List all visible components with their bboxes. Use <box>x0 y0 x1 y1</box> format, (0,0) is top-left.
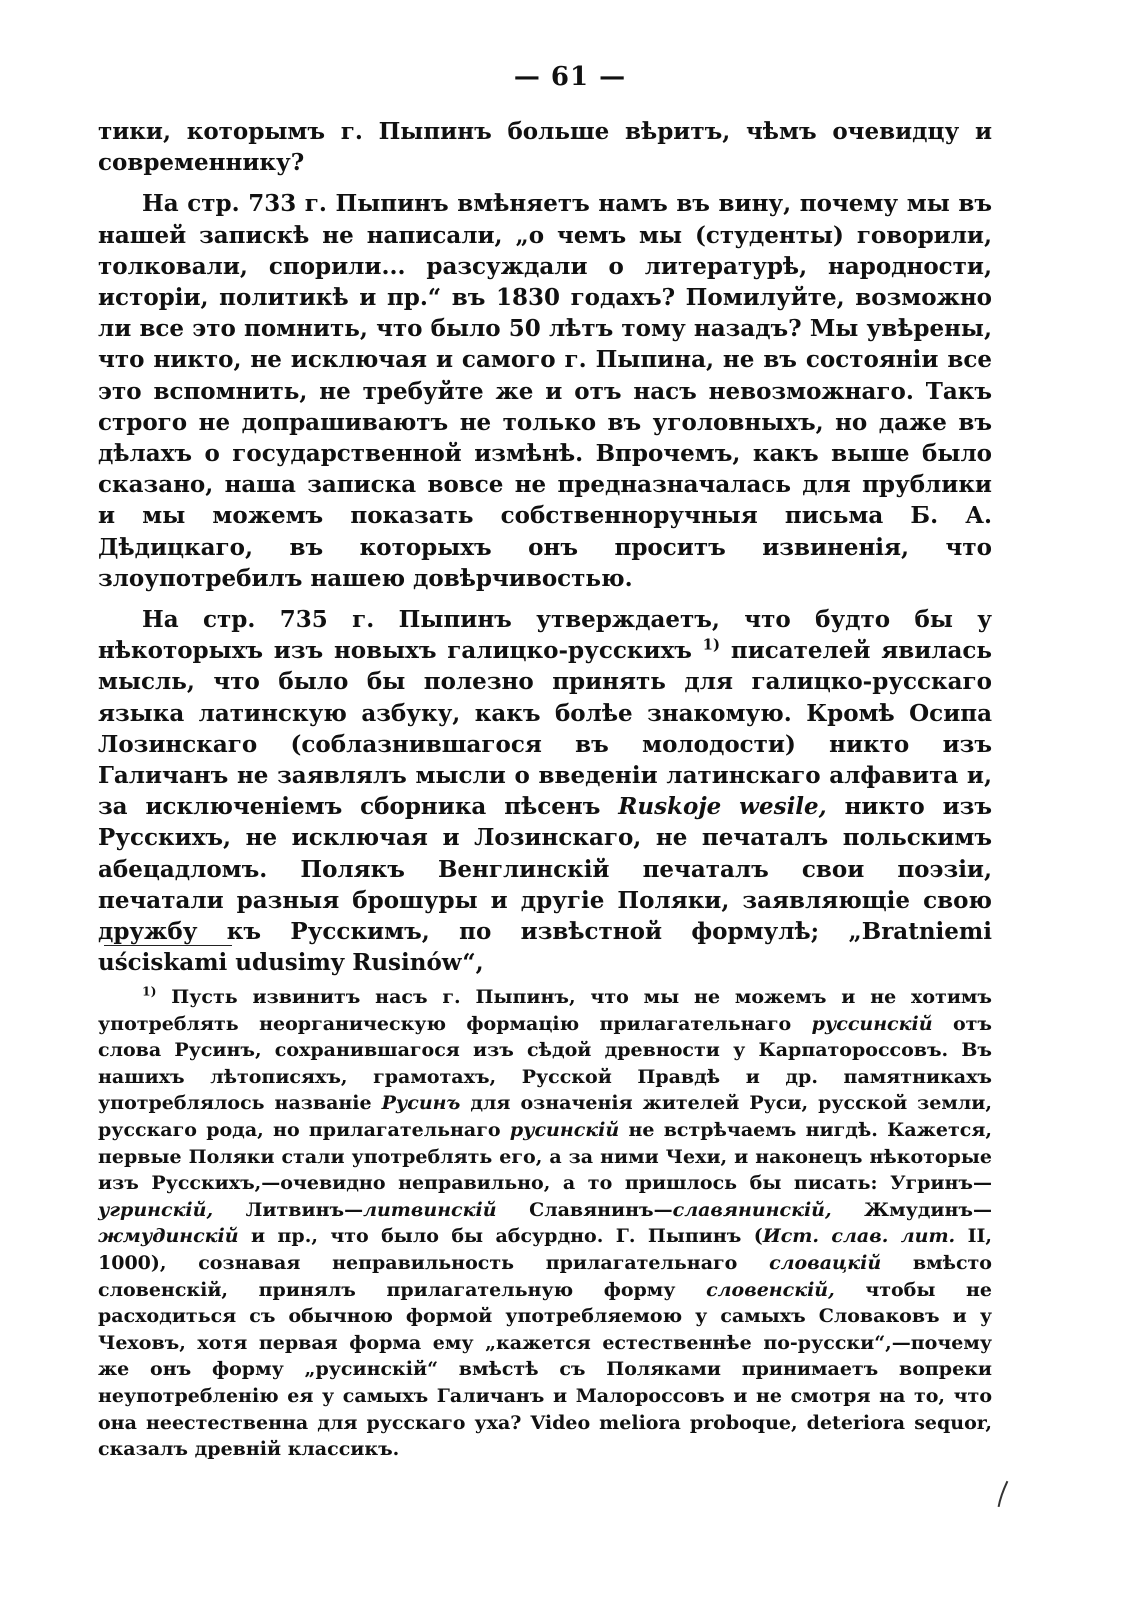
paragraph-3-italic-title: Ruskoje wesile, <box>618 793 827 821</box>
footnote-italic: жмудинскій <box>98 1225 239 1248</box>
footnote-italic: русинскій <box>509 1118 620 1141</box>
paragraph-2-text: На стр. 733 г. Пыпинъ вмѣняетъ намъ въ вину, почему мы въ нашей запискѣ не написали, „о чемъ мы (студенты) говорили, толковали, спорили... разсуждали о литературѣ, народности, исторіи, политикѣ и пр.“ въ 1830 годахъ? Помилуйте, возможно ли все это помнить, что было 50 лѣтъ тому назадъ? Мы увѣрены, что никто, не исключая и самого г. Пыпина, не въ состояніи все это вспомнить, не требуйте же и отъ насъ невозможнаго. Такъ строго не допрашиваютъ не только въ уголовныхъ, но даже въ дѣлахъ о государственной измѣнѣ. Впрочемъ, какъ выше было сказано, наша записка вовсе не предназначалась для прублики и мы можемъ показать собственноручныя письма Б. А. Дѣдицкаго, въ которыхъ онъ проситъ извиненія, что злоупотребилъ нашею довѣрчивостью. <box>98 190 992 592</box>
page-number: — 61 — <box>513 62 627 92</box>
footnote-italic: славянинскій, <box>672 1198 832 1221</box>
main-text <box>98 116 992 988</box>
footnote-text: Литвинъ— <box>213 1198 364 1221</box>
footnote-divider <box>104 945 232 946</box>
footnote-italic: словацкій <box>769 1251 882 1274</box>
paragraph-1-text: тики, которымъ г. Пыпинъ больше вѣритъ, чѣмъ очевидцу и современнику? <box>98 118 992 177</box>
footnote-text: не встрѣчаемъ нигдѣ. Кажется, первые Поляки стали употреблять его, а за ними Чехи, и наконецъ нѣкоторые изъ Русскихъ,—очевидно неправильно, а то пришлось бы писать: Угринъ— <box>98 1118 993 1195</box>
paragraph-page-733 <box>98 188 992 594</box>
footnote-text: для означенія жителей Руси, русской земли, русскаго рода, но прилагательнаго <box>98 1092 992 1141</box>
footnote-text: вмѣсто словенскій, принялъ прилагательную форму <box>98 1251 992 1301</box>
footnote-italic: руссинскій <box>811 1012 933 1035</box>
footnote-text: отъ слова Русинъ, сохранившагося изъ сѣдой древности у Карпатороссовъ. Въ нашихъ лѣтописяхъ, грамотахъ, Русской Правдѣ и др. памятникахъ употреблялось названіе <box>98 1012 992 1115</box>
footnote-italic: угринскій, <box>98 1198 214 1221</box>
footnote-text: II, 1000), сознавая неправильность прилагательнаго <box>98 1225 992 1274</box>
footnote-text: Славянинъ— <box>496 1198 673 1221</box>
pen-mark <box>987 1478 1020 1509</box>
footnote-italic: словенскій, <box>706 1278 835 1301</box>
footnote <box>98 984 992 1463</box>
footnote-italic: Ист. слав. лит. <box>762 1225 956 1248</box>
footnote-reference: 1) <box>702 635 721 654</box>
paragraph-3-text-a: На стр. 735 г. Пыпинъ утверждаетъ, что будто бы у нѣкоторыхъ изъ новыхъ галицко-русскихъ <box>98 606 992 665</box>
paragraph-3-text-c: никто изъ Русскихъ, не исключая и Лозинскаго, не печаталъ польскимъ абецадломъ. Полякъ Венглинскій печаталъ свои поэзіи, печатали разныя брошуры и другіе Поляки, заявляющіе свою дружбу къ Русскимъ, по извѣстной формулѣ; „Bratniemi uściskami udusimy Rusinów“, <box>98 793 992 977</box>
footnote-text: Жмудинъ— <box>831 1198 992 1221</box>
paragraph-3-text-b: писателей явилась мысль, что было бы полезно принять для галицко-русскаго языка латинскую азбуку, какъ болѣе знакомую. Кромѣ Осипа Лозинскаго (соблазнившагося въ молодости) никто изъ Галичанъ не заявлялъ мысли о введеніи латинскаго алфавита и, за исключеніемъ сборника пѣсенъ <box>98 637 992 821</box>
footnote-italic: Русинъ <box>381 1092 461 1115</box>
footnote-text: и пр., что было бы абсурдно. Г. Пыпинъ ( <box>238 1225 763 1248</box>
paragraph-continuation <box>98 116 992 178</box>
footnote-marker: 1) <box>142 983 157 999</box>
paragraph-page-735 <box>98 604 992 978</box>
footnote-text: чтобы не расходиться съ обычною формой употребляемою у самыхъ Словаковъ и у Чеховъ, хотя первая форма ему „кажется естественнѣе по-русски“,—почему же онъ форму „русинскій“ вмѣстѣ съ Поляками принимаетъ вопреки неупотребленію ея у самыхъ Галичанъ и Малороссовъ и не смотря на то, что она неестественна для русскаго уха? Video meliora proboque, deteriora sequor, сказалъ древній классикъ. <box>98 1278 992 1461</box>
footnote-text: Пусть извинитъ насъ г. Пыпинъ, что мы не можемъ и не хотимъ употреблять неорганическую формацію прилагательнаго <box>98 986 992 1035</box>
footnote-italic: литвинскій <box>363 1198 497 1221</box>
